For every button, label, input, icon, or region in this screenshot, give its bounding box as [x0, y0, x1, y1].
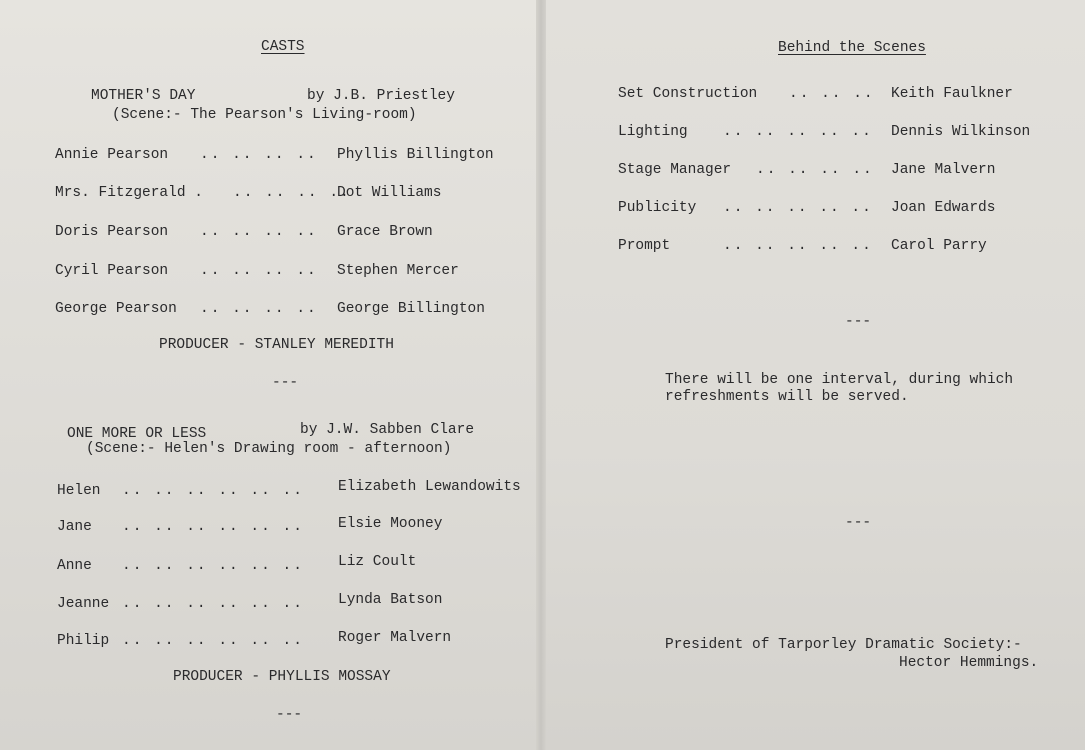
cast-actor: George Billington — [337, 301, 485, 317]
separator-2: --- — [845, 515, 872, 531]
cast-actor: Elizabeth Lewandowits — [338, 479, 521, 495]
play2-author: by J.W. Sabben Clare — [300, 422, 475, 438]
dot-leader: .. .. .. .. — [200, 301, 318, 317]
dot-leader: .. .. .. .. — [200, 263, 318, 279]
cast-role: Helen — [57, 483, 101, 499]
dot-leader: .. .. .. .. .. .. — [122, 558, 304, 574]
president-line2: Hector Hemmings. — [899, 655, 1039, 671]
president-line1: President of Tarporley Dramatic Society:- — [665, 637, 1022, 653]
dot-leader: .. .. .. .. .. — [723, 200, 873, 216]
play1-author: by J.B. Priestley — [307, 88, 455, 104]
play2-separator: --- — [276, 707, 303, 723]
dot-leader: .. .. .. .. — [756, 162, 874, 178]
dot-leader: .. .. .. .. .. .. — [122, 633, 304, 649]
dot-leader: .. .. .. .. .. .. — [122, 483, 304, 499]
crew-name: Jane Malvern — [891, 162, 996, 178]
page-fold — [536, 0, 546, 750]
crew-name: Carol Parry — [891, 238, 987, 254]
crew-name: Keith Faulkner — [891, 86, 1013, 102]
cast-role: George Pearson — [55, 301, 177, 317]
cast-role: Cyril Pearson — [55, 263, 169, 279]
interval-note-line1: There will be one interval, during which — [665, 372, 1014, 388]
cast-role: Annie Pearson — [55, 147, 169, 163]
dot-leader: .. .. .. .. — [200, 224, 318, 240]
play1-separator: --- — [272, 375, 299, 391]
crew-name: Joan Edwards — [891, 200, 996, 216]
dot-leader: .. .. .. .. .. — [723, 124, 873, 140]
dot-leader: .. .. .. .. — [233, 185, 351, 201]
play2-scene: (Scene:- Helen's Drawing room - afternoon) — [86, 441, 452, 457]
play1-producer: PRODUCER - STANLEY MEREDITH — [159, 337, 394, 353]
behind-scenes-heading: Behind the Scenes — [778, 40, 926, 56]
crew-role: Prompt — [618, 238, 671, 254]
crew-role: Publicity — [618, 200, 697, 216]
cast-actor: Phyllis Billington — [337, 147, 494, 163]
play1-title: MOTHER'S DAY — [91, 88, 196, 104]
cast-actor: Dot Williams — [337, 185, 442, 201]
play2-producer: PRODUCER - PHYLLIS MOSSAY — [173, 669, 391, 685]
dot-leader: .. .. .. — [789, 86, 875, 102]
cast-actor: Elsie Mooney — [338, 516, 443, 532]
cast-actor: Stephen Mercer — [337, 263, 459, 279]
cast-role: Doris Pearson — [55, 224, 169, 240]
crew-role: Stage Manager — [618, 162, 732, 178]
cast-actor: Grace Brown — [337, 224, 433, 240]
cast-role: Philip — [57, 633, 110, 649]
crew-name: Dennis Wilkinson — [891, 124, 1031, 140]
play2-title: ONE MORE OR LESS — [67, 426, 207, 442]
separator-1: --- — [845, 314, 872, 330]
cast-actor: Roger Malvern — [338, 630, 452, 646]
crew-role: Lighting — [618, 124, 688, 140]
dot-leader: .. .. .. .. .. — [723, 238, 873, 254]
cast-actor: Lynda Batson — [338, 592, 443, 608]
cast-role: Jeanne — [57, 596, 110, 612]
cast-actor: Liz Coult — [338, 554, 417, 570]
dot-leader: .. .. .. .. .. .. — [122, 519, 304, 535]
play1-scene: (Scene:- The Pearson's Living-room) — [112, 107, 417, 123]
interval-note-line2: refreshments will be served. — [665, 389, 909, 405]
cast-role: Mrs. Fitzgerald . — [55, 185, 203, 201]
dot-leader: .. .. .. .. — [200, 147, 318, 163]
dot-leader: .. .. .. .. .. .. — [122, 596, 304, 612]
cast-role: Anne — [57, 558, 92, 574]
crew-role: Set Construction — [618, 86, 758, 102]
cast-role: Jane — [57, 519, 92, 535]
casts-heading: CASTS — [261, 39, 305, 55]
